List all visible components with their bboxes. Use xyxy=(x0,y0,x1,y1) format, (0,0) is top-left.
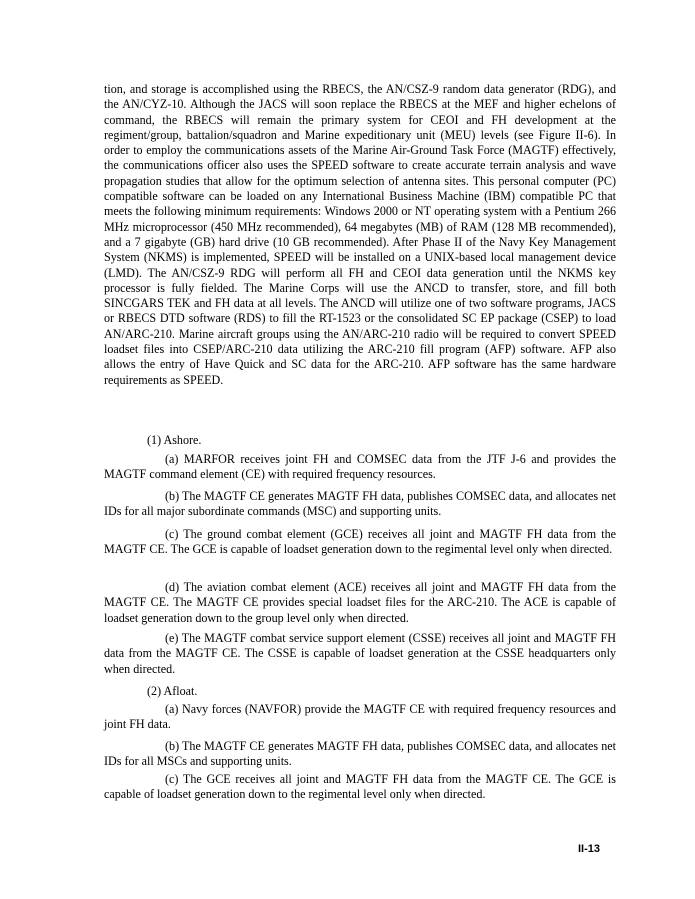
ashore-heading: (1) Ashore. xyxy=(147,433,202,447)
afloat-item-a: (a) Navy forces (NAVFOR) provide the MAGTF CE with required frequency resources and joint FH data. xyxy=(104,702,616,732)
afloat-heading: (2) Afloat. xyxy=(147,684,198,698)
afloat-item-c: (c) The GCE receives all joint and MAGTF FH data from the MAGTF CE. The GCE is capable of loadset generation down to the regimental level only when directed. xyxy=(104,772,616,802)
afloat-item-b: (b) The MAGTF CE generates MAGTF FH data, publishes COMSEC data, and allocates net IDs for all MSCs and supporting units. xyxy=(104,739,616,769)
ashore-item-c: (c) The ground combat element (GCE) receives all joint and MAGTF FH data from the MAGTF CE. The GCE is capable of loadset generation down to the regimental level only when directed. xyxy=(104,527,616,557)
intro-paragraph: tion, and storage is accomplished using the RBECS, the AN/CSZ-9 random data generator (RDG), and the AN/CYZ-10. Although the JACS will soon replace the RBECS at the MEF and higher echelons of command, the RBECS will remain the primary system for CEOI and FH development at the regiment/group, battalion/squadron and Marine expeditionary unit (MEU) levels (see Figure II-6). In order to employ the communications assets of the Marine Air-Ground Task Force (MAGTF) effectively, the communications officer also uses the SPEED software to create accurate terrain analysis and wave propagation studies that allow for the optimum selection of antenna sites. This personal computer (PC) compatible software can be loaded on any International Business Machine (IBM) compatible PC that meets the following minimum requirements: Windows 2000 or NT operating system with a Pentium 266 MHz microprocessor (450 MHz recommended), 64 megabytes (MB) of RAM (128 MB recommended), and a 7 gigabyte (GB) hard drive (10 GB recommended). After Phase II of the Navy Key Management System (NKMS) is implemented, SPEED will be installed on a UNIX-based local management device (LMD). The AN/CSZ-9 RDG will perform all FH and CEOI data generation until the NKMS key processor is fully fielded. The Marine Corps will use the ANCD to transfer, store, and fill both SINCGARS TEK and FH data at all levels. The ANCD will utilize one of two software programs, JACS or RBECS DTD software (RDS) to fill the RT-1523 or the consolidated SC EP package (CSEP) to load AN/ARC-210. Marine aircraft groups using the AN/ARC-210 radio will be required to convert SPEED loadset files into CSEP/ARC-210 data utilizing the ARC-210 fill program (AFP) software. AFP also allows the entry of Have Quick and SC data for the ARC-210. AFP software has the same hardware requirements as SPEED. xyxy=(104,82,616,387)
page-number: II-13 xyxy=(578,843,601,855)
ashore-item-e: (e) The MAGTF combat service support element (CSSE) receives all joint and MAGTF FH data from the MAGTF CE. The CSSE is capable of loadset generation at the CSSE headquarters only when directed. xyxy=(104,631,616,676)
ashore-item-a: (a) MARFOR receives joint FH and COMSEC data from the JTF J-6 and provides the MAGTF command element (CE) with required frequency resources. xyxy=(104,452,616,482)
ashore-item-b: (b) The MAGTF CE generates MAGTF FH data, publishes COMSEC data, and allocates net IDs for all major subordinate commands (MSC) and supporting units. xyxy=(104,489,616,519)
ashore-item-d: (d) The aviation combat element (ACE) receives all joint and MAGTF FH data from the MAGTF CE. The MAGTF CE provides special loadset files for the ARC-210. The ACE is capable of loadset generation down to the group level only when directed. xyxy=(104,580,616,625)
